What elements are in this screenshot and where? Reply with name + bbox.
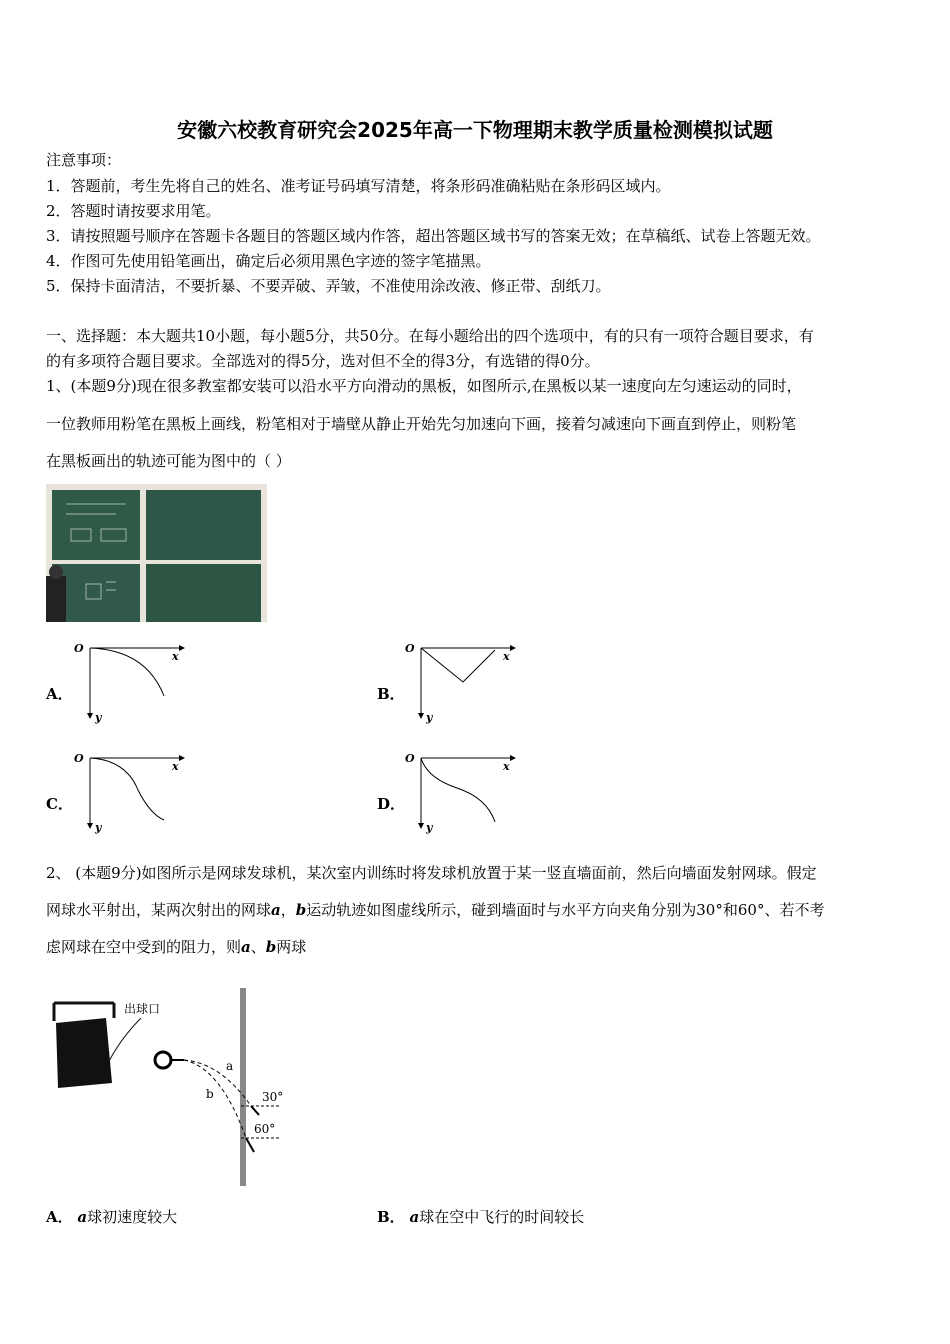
trajectory-curve — [421, 758, 495, 822]
note-item: 5．保持卡面清洁，不要折暴、不要弄破、弄皱，不准使用涂改液、修正带、刮纸刀。 — [46, 277, 611, 295]
x-label: x — [503, 760, 510, 773]
option-d[interactable]: D． — [377, 795, 406, 813]
option-b[interactable]: B． — [377, 685, 405, 703]
x-label: x — [172, 650, 179, 663]
question-2-text: 虑网球在空中受到的阻力，则a、b两球 — [46, 938, 307, 956]
tennis-machine-diagram — [46, 978, 316, 1188]
option-c-graph — [46, 750, 196, 835]
wall — [240, 988, 246, 1186]
x-label: x — [172, 760, 179, 773]
page-title: 安徽六校教育研究会2025年高一下物理期末教学质量检测模拟试题 — [177, 118, 773, 142]
svg-text:b: b — [206, 1087, 214, 1101]
origin-label: O — [74, 752, 84, 765]
notes-heading: 注意事项： — [46, 151, 122, 169]
outlet-label: 出球口 — [124, 1002, 161, 1016]
section-instructions: 的有多项符合题目要求。全部选对的得5分，选对但不全的得3分，有选错的得0分。 — [46, 352, 600, 370]
blackboard-photo — [46, 484, 267, 622]
option-c[interactable]: C． — [46, 795, 73, 813]
trajectory-curve — [90, 758, 164, 820]
origin-label: O — [74, 642, 84, 655]
origin-label: O — [405, 752, 415, 765]
svg-text:30°: 30° — [262, 1090, 284, 1104]
outlet-ring — [155, 1052, 171, 1068]
question-2-text: 2、 (本题9分)如图所示是网球发球机，某次室内训练时将发球机放置于某一竖直墙面前，然后向墙面发射网球。假定 — [46, 864, 817, 882]
option-a[interactable]: A． a球初速度较大 — [46, 1208, 178, 1226]
question-1-text: 一位教师用粉笔在黑板上画线，粉笔相对于墙壁从静止开始先匀加速向下画，接着匀减速向下画直到停止，则粉笔 — [46, 415, 797, 433]
y-label: y — [426, 711, 433, 724]
y-label: y — [95, 711, 102, 724]
ball-machine — [56, 1018, 112, 1088]
svg-text:a: a — [226, 1059, 234, 1073]
option-a[interactable]: A． — [46, 685, 73, 703]
note-item: 4．作图可先使用铅笔画出，确定后必须用黑色字迹的签字笔描黑。 — [46, 252, 491, 270]
option-b-graph — [377, 640, 527, 725]
note-item: 1．答题前，考生先将自己的姓名、准考证号码填写清楚，将条形码准确粘贴在条形码区域内。 — [46, 177, 671, 195]
svg-text:60°: 60° — [254, 1122, 276, 1136]
trajectory-curve — [90, 648, 164, 696]
question-1-text: 在黑板画出的轨迹可能为图中的（ ） — [46, 452, 291, 470]
section-instructions: 一、选择题：本大题共10小题，每小题5分，共50分。在每小题给出的四个选项中，有的只有一项符合题目要求，有 — [46, 327, 814, 345]
y-label: y — [95, 821, 102, 834]
y-label: y — [426, 821, 433, 834]
note-item: 3．请按照题号顺序在答题卡各题目的答题区域内作答，超出答题区域书写的答案无效；在草稿纸、试卷上答题无效。 — [46, 227, 821, 245]
question-2-text: 网球水平射出，某两次射出的网球a，b运动轨迹如图虚线所示，碰到墙面时与水平方向夹角分别为30°和60°、若不考 — [46, 901, 825, 919]
option-b[interactable]: B． a球在空中飞行的时间较长 — [377, 1208, 585, 1226]
trajectory-curve — [421, 648, 495, 682]
option-d-graph — [377, 750, 527, 835]
option-a-graph — [46, 640, 196, 725]
question-1-text: 1、(本题9分)现在很多教室都安装可以沿水平方向滑动的黑板，如图所示,在黑板以某一速度向左匀速运动的同时， — [46, 377, 802, 395]
origin-label: O — [405, 642, 415, 655]
x-label: x — [503, 650, 510, 663]
note-item: 2．答题时请按要求用笔。 — [46, 202, 221, 220]
